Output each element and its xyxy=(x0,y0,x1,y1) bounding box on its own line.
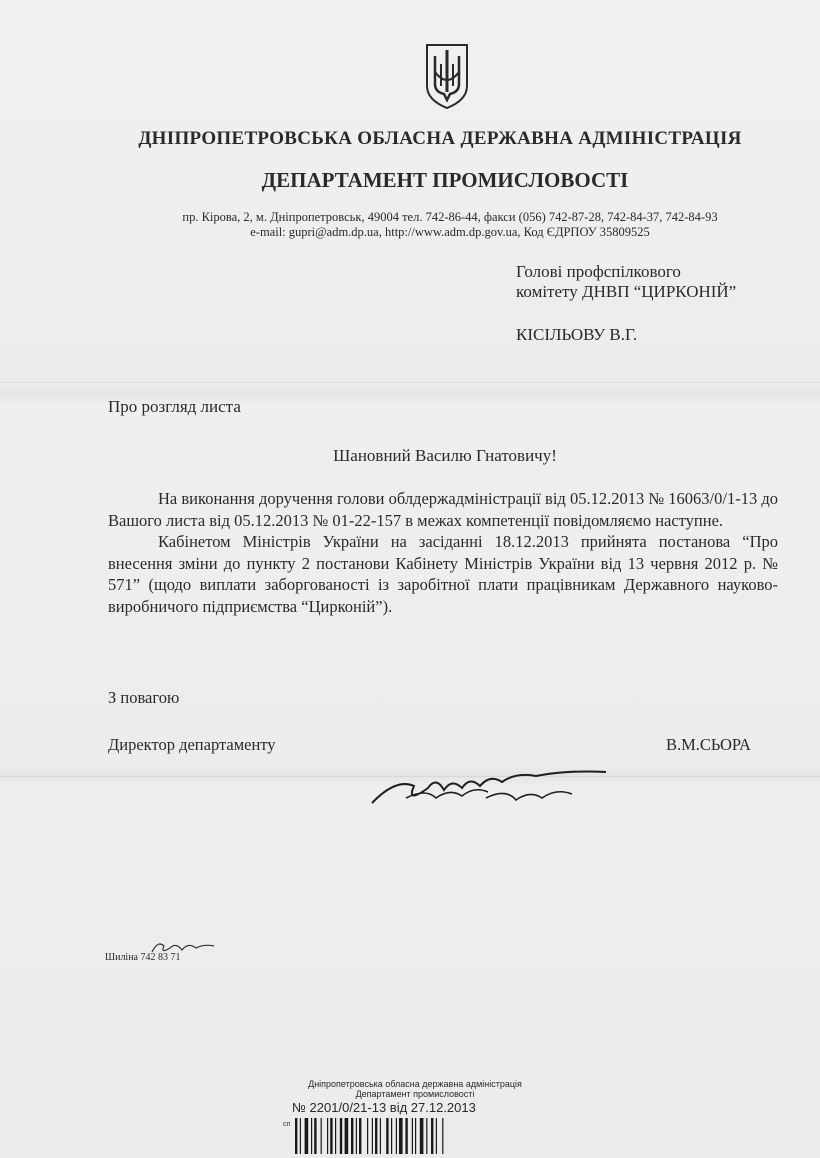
addressee-line-1: Голові профспілкового xyxy=(516,262,681,281)
closing-regards: З повагою xyxy=(108,688,180,707)
contacts-line-1: пр. Кірова, 2, м. Дніпропетровськ, 49004 тел. 742-86-44, факси (056) 742-87-28, 742-84-37, 742-84-93 xyxy=(182,210,718,224)
barcode-bar xyxy=(375,1118,377,1154)
barcode-bar xyxy=(399,1118,403,1154)
barcode-bar xyxy=(380,1118,381,1154)
barcode-bar xyxy=(420,1118,424,1154)
barcode-bar xyxy=(367,1118,368,1154)
barcode-bar xyxy=(426,1118,427,1154)
signatory-position: Директор департаменту xyxy=(108,735,276,754)
barcode-bar xyxy=(405,1118,407,1154)
barcode-bar xyxy=(305,1118,309,1154)
signatory-name: В.М.СЬОРА xyxy=(666,735,751,754)
salutation: Шановний Василю Гнатовичу! xyxy=(333,446,557,465)
barcode-bar xyxy=(356,1118,357,1154)
body-paragraph-1: На виконання доручення голови облдержадміністрації від 05.12.2013 № 16063/0/1-13 до Вашого листа від 05.12.2013 № 01-22-157 в межах компетенції повідомляємо наступне. xyxy=(108,489,778,530)
barcode-bar xyxy=(431,1118,433,1154)
barcode-bar xyxy=(391,1118,392,1154)
barcode-bar xyxy=(345,1118,349,1154)
addressee-name: КІСІЛЬОВУ В.Г. xyxy=(516,325,638,344)
handwritten-signature xyxy=(366,758,616,828)
trident-emblem-icon xyxy=(424,42,470,110)
barcode-bar xyxy=(340,1118,342,1154)
barcode-bar xyxy=(442,1118,443,1154)
barcode-bar xyxy=(351,1118,353,1154)
barcode-bar xyxy=(372,1118,373,1154)
barcode-bar xyxy=(295,1118,297,1154)
department-name: ДЕПАРТАМЕНТ ПРОМИСЛОВОСТІ xyxy=(261,168,629,192)
organization-name: ДНІПРОПЕТРОВСЬКА ОБЛАСНА ДЕРЖАВНА АДМІНІСТРАЦІЯ xyxy=(138,128,742,149)
addressee-line-2: комітету ДНВП “ЦИРКОНІЙ” xyxy=(516,282,737,301)
barcode-bar xyxy=(330,1118,332,1154)
body-paragraph-2: Кабінетом Міністрів України на засіданні 18.12.2013 прийнята постанова “Про внесення зміни до пункту 2 постанови Кабінету Міністрів України від 13 червня 2012 р. № 571” (щодо виплати заборгованості із заробітної плати працівникам Державного науково-виробничого підприємства “Цирконій”). xyxy=(108,532,778,616)
registration-number: № 2201/0/21-13 від 27.12.2013 xyxy=(292,1100,476,1115)
addressee-block xyxy=(516,262,736,345)
barcode-bar xyxy=(412,1118,413,1154)
letter-body xyxy=(108,488,778,617)
contacts-line-2: e-mail: gupri@adm.dp.ua, http://www.adm.dp.gov.ua, Код ЄДРПОУ 35809525 xyxy=(250,225,650,239)
barcode-bar xyxy=(436,1118,437,1154)
barcode-bar xyxy=(311,1118,312,1154)
barcode-bar xyxy=(335,1118,336,1154)
stamp-department: Департамент промисловості xyxy=(355,1089,475,1099)
stamp-code-label: сп xyxy=(283,1121,291,1128)
barcode-bar xyxy=(314,1118,316,1154)
barcode-bar xyxy=(415,1118,416,1154)
barcode-bar xyxy=(300,1118,301,1154)
barcode-icon xyxy=(295,1118,505,1154)
letter-subject: Про розгляд листа xyxy=(108,397,241,416)
fold-line xyxy=(0,382,820,383)
stamp-organization: Дніпропетровська обласна державна адміністрація xyxy=(308,1079,522,1089)
barcode-bar xyxy=(321,1118,322,1154)
contact-info xyxy=(140,210,760,240)
barcode-bar xyxy=(386,1118,388,1154)
barcode-bar xyxy=(359,1118,361,1154)
executor-info: Шиліна 742 83 71 xyxy=(105,952,181,963)
barcode-bar xyxy=(327,1118,328,1154)
barcode-bar xyxy=(396,1118,397,1154)
